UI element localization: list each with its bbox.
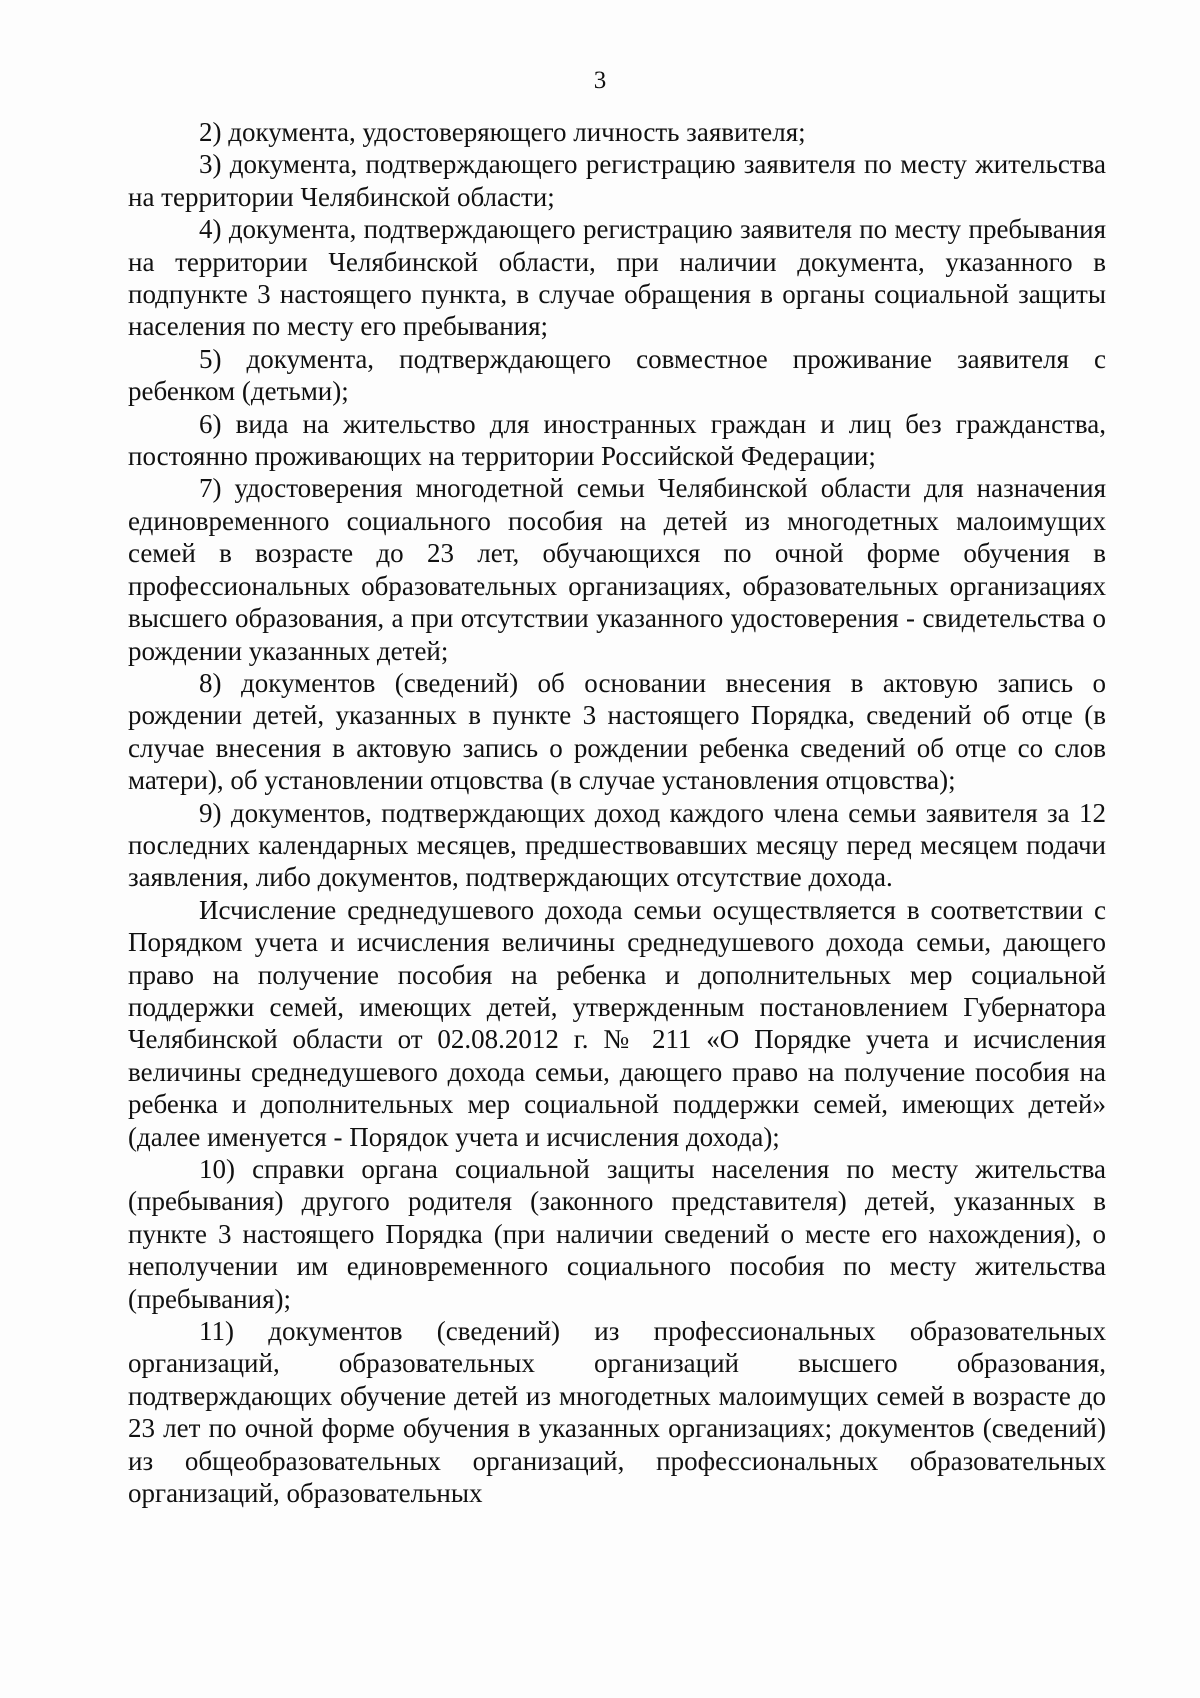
- paragraph-item-4: 4) документа, подтверждающего регистрацию заявителя по месту пребывания на территории Челябинской области, при наличии документа, указанного в подпункте 3 настоящего пункта, в случае обращения в органы социальной защиты населения по месту его пребывания;: [128, 214, 1106, 342]
- paragraph-item-7: 7) удостоверения многодетной семьи Челябинской области для назначения единовременного социального пособия на детей из многодетных малоимущих семей в возрасте до 23 лет, обучающихся по очной форме обучения в профессиональных образовательных организациях, образовательных организациях высшего образования, а при отсутствии указанного удостоверения - свидетельства о рождении указанных детей;: [128, 473, 1106, 666]
- page-number: 3: [593, 67, 607, 94]
- paragraph-item-11: 11) документов (сведений) из профессиональных образовательных организаций, образовательных организаций высшего образования, подтверждающих обучение детей из многодетных малоимущих семей в возрасте до 23 лет по очной форме обучения в указанных организациях; документов (сведений) из общеобразовательных организаций, профессиональных образовательных организаций, образовательных: [128, 1316, 1106, 1509]
- paragraph-item-3: 3) документа, подтверждающего регистрацию заявителя по месту жительства на территории Челябинской области;: [128, 149, 1106, 212]
- paragraph-item-10: 10) справки органа социальной защиты населения по месту жительства (пребывания) другого родителя (законного представителя) детей, указанных в пункте 3 настоящего Порядка (при наличии сведений о месте его нахождения), о неполучении им единовременного социального пособия по месту жительства (пребывания);: [128, 1154, 1106, 1314]
- paragraph-item-5: 5) документа, подтверждающего совместное проживание заявителя с ребенком (детьми);: [128, 343, 1106, 407]
- paragraph-item-2: 2) документа, удостоверяющего личность заявителя;: [199, 117, 806, 147]
- paragraph-income-calculation: Исчисление среднедушевого дохода семьи осуществляется в соответствии с Порядком учета и исчисления величины среднедушевого дохода семьи, дающего право на получение пособия на ребенка и дополнительных мер социальной поддержки семей, имеющих детей, утвержденным постановлением Губернатора Челябинской области от 02.08.2012 г. № 211 «О Порядке учета и исчисления величины среднедушевого дохода семьи, дающего право на получение пособия на ребенка и дополнительных мер социальной поддержки семей, имеющих детей» (далее именуется - Порядок учета и исчисления дохода);: [128, 894, 1106, 1152]
- paragraph-item-9: 9) документов, подтверждающих доход каждого члена семьи заявителя за 12 последних календарных месяцев, предшествовавших месяцу перед месяцем подачи заявления, либо документов, подтверждающих отсутствие дохода.: [128, 797, 1106, 893]
- paragraph-item-6: 6) вида на жительство для иностранных граждан и лиц без гражданства, постоянно проживающих на территории Российской Федерации;: [128, 408, 1106, 472]
- document-body: [128, 116, 1106, 1509]
- paragraph-item-8: 8) документов (сведений) об основании внесения в актовую запись о рождении детей, указанных в пункте 3 настоящего Порядка, сведений об отце (в случае внесения в актовую запись о рождении ребенка сведений об отце со слов матери), об установлении отцовства (в случае установления отцовства);: [128, 667, 1106, 796]
